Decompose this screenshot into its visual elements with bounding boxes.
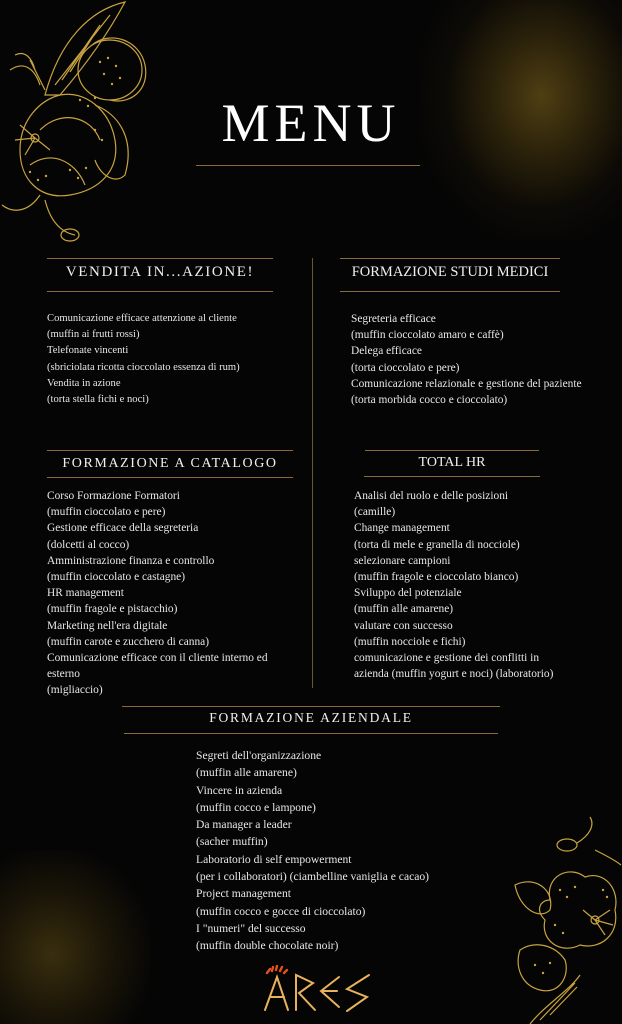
section-list-vendita — [47, 311, 240, 408]
list-item: Comunicazione efficace con il cliente interno ed — [47, 652, 268, 665]
list-item: Laboratorio di self empowerment — [196, 852, 352, 866]
list-item: Da manager a leader — [196, 818, 292, 832]
floral-ornament-bottom-right-icon — [495, 815, 622, 1024]
list-item: Vendita in azione — [47, 377, 121, 389]
section-heading-total-hr: TOTAL HR — [418, 455, 486, 470]
gold-dust-bottom-left — [0, 850, 150, 1024]
section-heading-aziendale: FORMAZIONE AZIENDALE — [209, 710, 413, 725]
list-item: (torta stella fichi e noci) — [47, 394, 149, 406]
list-item: selezionare campioni — [354, 554, 451, 567]
list-item: Marketing nell'era digitale — [47, 619, 168, 632]
list-item: (muffin double chocolate noir) — [196, 939, 339, 953]
list-item: Project management — [196, 887, 291, 901]
title-divider — [196, 165, 420, 166]
list-item: Corso Formazione Formatori — [47, 490, 180, 502]
list-item: I "numeri" del successo — [196, 921, 306, 935]
list-item: Delega efficace — [351, 345, 422, 358]
section-rule-top — [340, 258, 560, 259]
menu-title: MENU — [221, 93, 401, 153]
section-rule-bottom — [47, 477, 293, 478]
section-rule-top — [47, 450, 293, 451]
list-item: (muffin cioccolato amaro e caffè) — [351, 329, 504, 342]
section-rule-top — [47, 258, 273, 259]
list-item: Amministrazione finanza e controllo — [47, 554, 215, 567]
list-item: (muffin alle amarene) — [196, 766, 297, 780]
list-item: (torta cioccolato e pere) — [351, 361, 460, 374]
list-item: valutare con successo — [354, 619, 453, 632]
section-rule-top — [122, 706, 500, 707]
list-item: HR management — [47, 587, 124, 600]
list-item: Comunicazione relazionale e gestione del paziente — [351, 377, 582, 390]
section-heading-vendita: VENDITA IN...AZIONE! — [65, 264, 255, 280]
list-item: (migliaccio) — [47, 684, 103, 697]
list-item: (per i collaboratori) (ciambelline vaniglia e cacao) — [196, 870, 430, 884]
section-heading-studi-medici: FORMAZIONE STUDI MEDICI — [351, 264, 549, 280]
section-rule-bottom — [340, 291, 560, 292]
list-item: (sacher muffin) — [196, 835, 268, 849]
section-list-total-hr — [354, 488, 553, 682]
section-rule-bottom — [124, 733, 498, 734]
section-rule-bottom — [364, 476, 540, 477]
list-item: (muffin alle amarene) — [354, 603, 454, 616]
ares-logo-icon — [263, 965, 373, 1015]
list-item: Sviluppo del potenziale — [354, 587, 462, 600]
list-item: (muffin fragole e pistacchio) — [47, 603, 178, 616]
list-item: (muffin carote e zucchero di canna) — [47, 635, 210, 648]
column-divider — [312, 258, 313, 688]
section-rule-bottom — [47, 291, 273, 292]
list-item: Segreti dell'organizzazione — [196, 749, 322, 762]
list-item: (sbriciolata ricotta cioccolato essenza di rum) — [47, 361, 240, 373]
list-item: azienda (muffin yogurt e noci) (laboratorio) — [354, 668, 554, 681]
list-item: Telefonate vincenti — [47, 345, 129, 357]
list-item: (muffin cioccolato e castagne) — [47, 571, 185, 584]
section-list-aziendale — [196, 747, 429, 955]
list-item: Gestione efficace della segreteria — [47, 522, 199, 535]
list-item: Analisi del ruolo e delle posizioni — [354, 490, 509, 502]
section-list-catalogo — [47, 488, 268, 699]
list-item: comunicazione e gestione dei conflitti in — [354, 652, 540, 665]
list-item: (camille) — [354, 506, 396, 519]
list-item: Change management — [354, 522, 450, 535]
list-item: (muffin fragole e cioccolato bianco) — [354, 571, 519, 584]
list-item: esterno — [47, 668, 80, 681]
list-item: (muffin cioccolato e pere) — [47, 506, 166, 519]
list-item: (muffin ai frutti rossi) — [47, 329, 140, 341]
list-item: Segreteria efficace — [351, 313, 436, 325]
section-list-studi-medici — [351, 311, 582, 408]
list-item: (dolcetti al cocco) — [47, 538, 130, 551]
section-heading-catalogo: FORMAZIONE A CATALOGO — [62, 456, 278, 471]
list-item: (muffin nocciole e fichi) — [354, 635, 466, 648]
list-item: (torta morbida cocco e cioccolato) — [351, 394, 508, 407]
list-item: Comunicazione efficace attenzione al cliente — [47, 313, 237, 324]
list-item: (muffin cocco e gocce di cioccolato) — [196, 904, 366, 918]
section-rule-top — [365, 450, 539, 451]
list-item: Vincere in azienda — [196, 783, 283, 797]
list-item: (muffin cocco e lampone) — [196, 800, 316, 814]
list-item: (torta di mele e granella di nocciole) — [354, 538, 520, 551]
